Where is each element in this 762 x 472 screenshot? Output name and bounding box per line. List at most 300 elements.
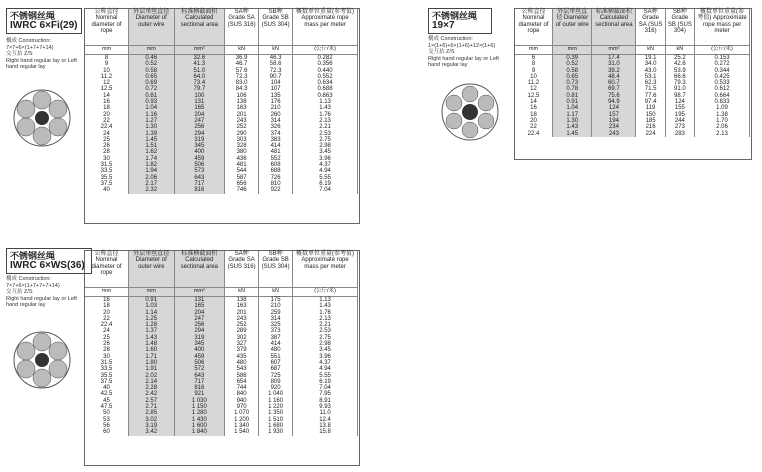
table-cell: 1.43: [553, 124, 592, 130]
table-cell: 62.3: [636, 80, 665, 86]
table-cell: 325: [259, 322, 293, 328]
table-cell: 51.0: [174, 68, 225, 74]
table-cell: 1 040: [259, 391, 293, 397]
table-cell: 259: [259, 310, 293, 316]
table-cell: 1 030: [174, 398, 225, 404]
unit-cell: kN: [259, 46, 293, 55]
table-cell: 1 070: [225, 410, 259, 416]
title-en: IWRC 6×WS(36): [10, 260, 85, 271]
table-cell: 1.09: [695, 105, 750, 111]
table-cell: 11.0: [293, 410, 358, 416]
table-cell: 643: [174, 175, 225, 181]
table-cell: 2.06: [695, 124, 750, 130]
table-cell: 414: [259, 341, 293, 347]
table-cell: 22.4: [515, 131, 553, 137]
unit-cell: mm²: [174, 288, 225, 297]
table-cell: 0.81: [128, 93, 174, 99]
table-cell: 40: [85, 187, 128, 193]
table-cell: 373: [259, 328, 293, 334]
table-cell: 195: [665, 112, 694, 118]
table-cell: 15.8: [293, 429, 358, 435]
product-title: [428, 8, 492, 34]
table-cell: 436: [225, 156, 259, 162]
table-cell: 18: [515, 112, 553, 118]
table-cell: 0.552: [293, 74, 358, 80]
table-cell: 24: [85, 131, 128, 137]
table-cell: 0.73: [553, 80, 592, 86]
table-cell: 459: [174, 354, 225, 360]
table-cell: 79.3: [665, 80, 694, 86]
table-cell: 435: [225, 354, 259, 360]
table-cell: 64.0: [174, 74, 225, 80]
table-cell: 290: [225, 131, 259, 137]
table-cell: 379: [225, 347, 259, 353]
table-cell: 256: [174, 124, 225, 130]
table-cell: 294: [174, 131, 225, 137]
spec-table-1: [85, 9, 358, 194]
table-cell: 150: [636, 112, 665, 118]
table-cell: 22: [85, 118, 128, 124]
table-cell: 480: [259, 347, 293, 353]
table-cell: 22.4: [85, 322, 128, 328]
table-cell: 18: [85, 105, 128, 111]
table-cell: 0.78: [553, 86, 592, 92]
table-cell: 920: [259, 385, 293, 391]
table-row: [85, 429, 358, 435]
table-cell: 1.91: [128, 366, 174, 372]
table-cell: 42.6: [665, 61, 694, 67]
table-cell: 0.863: [293, 93, 358, 99]
table-cell: 0.58: [553, 68, 592, 74]
construction-info: 構成 Construction: 1×(1+6)+6×(1+6)+12×(1+6) 交互拈 Z/S Right hand regular lay or Left hand regular lay: [428, 36, 499, 68]
table-cell: 97.4: [636, 99, 665, 105]
header-row: [85, 9, 358, 46]
table-cell: 11.2: [515, 80, 553, 86]
table-cell: 1.45: [128, 137, 174, 143]
table-cell: 163: [225, 105, 259, 111]
table-cell: 0.634: [293, 80, 358, 86]
unit-cell: mm: [85, 46, 128, 55]
table-cell: 1.43: [128, 335, 174, 341]
table-cell: 1 160: [259, 398, 293, 404]
table-cell: 294: [174, 328, 225, 334]
table-cell: 9.93: [293, 404, 358, 410]
table-cell: 243: [225, 316, 259, 322]
table-cell: 2.17: [128, 181, 174, 187]
col-grade-sb: SB种 Grade SB (SUS 304): [665, 9, 694, 46]
table-cell: 1 280: [174, 410, 225, 416]
table-cell: 201: [225, 310, 259, 316]
table-cell: 22: [515, 124, 553, 130]
table-cell: 135: [259, 93, 293, 99]
table-cell: 31.5: [85, 360, 128, 366]
table-cell: 1 540: [225, 429, 259, 435]
table-cell: 83.0: [225, 80, 259, 86]
table-cell: 2.75: [293, 335, 358, 341]
table-cell: 176: [259, 99, 293, 105]
unit-row: [85, 288, 358, 297]
table-cell: 247: [174, 316, 225, 322]
table-cell: 746: [225, 187, 259, 193]
table-cell: 480: [225, 360, 259, 366]
table-cell: 8: [515, 61, 553, 67]
table-cell: 1 150: [174, 404, 225, 410]
title-en: IWRC 6×Fi(29): [10, 20, 78, 31]
unit-cell: mm²: [592, 46, 636, 55]
table-cell: 0.688: [293, 86, 358, 92]
table-cell: 155: [665, 105, 694, 111]
table-cell: 106: [225, 93, 259, 99]
table-cell: 1.25: [128, 316, 174, 322]
table-cell: 57.6: [225, 68, 259, 74]
table-cell: 0.612: [695, 86, 750, 92]
unit-cell: mm: [128, 288, 174, 297]
col-grade-sa: SA种 Grade SA (SUS 316): [225, 9, 259, 46]
table-cell: 204: [174, 112, 225, 118]
table-cell: 10: [85, 68, 128, 74]
table-cell: 34.0: [636, 61, 665, 67]
table-cell: 185: [636, 118, 665, 124]
table-cell: 5.55: [293, 373, 358, 379]
header-row: [515, 9, 750, 46]
table-cell: 260: [259, 112, 293, 118]
unit-cell: (公斤/米): [695, 46, 750, 55]
table-cell: 543: [225, 366, 259, 372]
table-cell: 687: [259, 366, 293, 372]
table-cell: 32.6: [174, 55, 225, 62]
title-cn: 不锈钢丝绳: [10, 251, 56, 261]
table-cell: 4.94: [293, 366, 358, 372]
unit-cell: kN: [636, 46, 665, 55]
table-cell: 717: [174, 379, 225, 385]
table-cell: 1 930: [259, 429, 293, 435]
table-cell: 1.30: [553, 118, 592, 124]
table-cell: 2.13: [293, 316, 358, 322]
table-cell: 72.3: [259, 68, 293, 74]
table-cell: 60: [85, 429, 128, 435]
table-cell: 39.2: [592, 68, 636, 74]
col-area: 标准横截面积 Calculated sectional area: [174, 9, 225, 46]
table-cell: 303: [225, 137, 259, 143]
table-cell: 8.91: [293, 398, 358, 404]
table-cell: 50: [85, 410, 128, 416]
table-cell: 744: [225, 385, 259, 391]
table-cell: 573: [174, 168, 225, 174]
construction-info: 構成 Construction: 7×7+6×(1+7+7+14) 交互拈 Z/S Right hand regular lay or Left hand regular lay: [6, 38, 77, 70]
table-cell: 0.425: [695, 74, 750, 80]
table-cell: 2.13: [293, 118, 358, 124]
table-cell: 1 510: [259, 417, 293, 423]
table-cell: 157: [592, 112, 636, 118]
table-cell: 922: [259, 187, 293, 193]
table-cell: 204: [174, 310, 225, 316]
table-cell: 3.96: [293, 156, 358, 162]
unit-row: [515, 46, 750, 55]
table-cell: 414: [259, 143, 293, 149]
table-cell: 28: [85, 347, 128, 353]
table-cell: 1.76: [293, 310, 358, 316]
table-cell: 2.71: [128, 404, 174, 410]
table-cell: 35.5: [85, 175, 128, 181]
table-cell: 2.32: [128, 187, 174, 193]
title-cn: 不锈钢丝绳: [10, 11, 56, 21]
table-cell: 33.5: [85, 168, 128, 174]
table-cell: 289: [225, 328, 259, 334]
table-cell: 0.46: [128, 55, 174, 62]
table-cell: 0.69: [128, 80, 174, 86]
table-cell: 12: [515, 86, 553, 92]
table-cell: 7.04: [293, 187, 358, 193]
table-cell: 2.85: [128, 410, 174, 416]
table-cell: 654: [225, 379, 259, 385]
table-cell: 2.13: [695, 131, 750, 137]
table-cell: 327: [225, 341, 259, 347]
table-cell: 1 350: [259, 410, 293, 416]
table-cell: 1 600: [174, 423, 225, 429]
col-grade-sa: SA种 Grade SA (SUS 316): [636, 9, 665, 46]
table-cell: 252: [225, 124, 259, 130]
table-cell: 119: [636, 105, 665, 111]
table-cell: 725: [259, 373, 293, 379]
col-mass: 概数单位重量(参考值) Approximate rope mass per meter: [293, 9, 358, 46]
table-cell: 12: [85, 80, 128, 86]
table-cell: 20: [85, 112, 128, 118]
table-cell: 47.5: [85, 404, 128, 410]
table-cell: 247: [174, 118, 225, 124]
table-cell: 138: [225, 99, 259, 105]
table-cell: 4.94: [293, 168, 358, 174]
table-cell: 46.7: [225, 61, 259, 67]
title-cn: 不锈钢丝绳: [432, 11, 478, 21]
table-cell: 656: [225, 181, 259, 187]
rope-cross-section-icon: [440, 82, 500, 142]
col-area: 标准横截面积 Calculated sectional area: [174, 251, 225, 288]
table-cell: 3.45: [293, 149, 358, 155]
table-cell: 30: [85, 156, 128, 162]
table-cell: 2.57: [128, 398, 174, 404]
table-cell: 319: [174, 335, 225, 341]
table-cell: 41.3: [174, 61, 225, 67]
spec-table-3: [85, 251, 358, 436]
table-cell: 1.03: [128, 303, 174, 309]
table-cell: 0.272: [695, 61, 750, 67]
table-cell: 2.28: [128, 385, 174, 391]
table-cell: 0.52: [553, 61, 592, 67]
table-cell: 31.0: [592, 61, 636, 67]
col-outer-wire: 外层单丝直径 Diameter of outer wire: [553, 9, 592, 46]
table-cell: 816: [174, 187, 225, 193]
header-row: [85, 251, 358, 288]
table-cell: 1.16: [128, 112, 174, 118]
col-mass: 概数单位重量(参考值) Approximate rope mass per meter: [695, 9, 750, 46]
table-cell: 481: [225, 162, 259, 168]
table-cell: 31.5: [85, 162, 128, 168]
table-cell: 345: [174, 341, 225, 347]
table-cell: 1.51: [128, 143, 174, 149]
table-cell: 302: [225, 335, 259, 341]
table-row: [85, 297, 358, 304]
table-cell: 816: [174, 385, 225, 391]
table-cell: 1.80: [128, 360, 174, 366]
table-cell: 400: [174, 149, 225, 155]
unit-cell: mm: [553, 46, 592, 55]
table-cell: 0.91: [128, 297, 174, 304]
table-cell: 20: [85, 310, 128, 316]
table-cell: 374: [259, 131, 293, 137]
table-cell: 48.4: [592, 74, 636, 80]
col-nominal: 公称直径 Nominal diameter of rope: [85, 251, 128, 288]
table-cell: 1.27: [128, 118, 174, 124]
table-cell: 1.43: [293, 105, 358, 111]
table-cell: 104: [259, 80, 293, 86]
col-area: 标准横截面积 Calculated sectional area: [592, 9, 636, 46]
table-cell: 100: [174, 93, 225, 99]
unit-cell: mm²: [174, 46, 225, 55]
unit-cell: kN: [225, 46, 259, 55]
table-row: [515, 131, 750, 137]
table-cell: 33.5: [85, 366, 128, 372]
table-cell: 17.4: [592, 55, 636, 62]
table-cell: 940: [225, 398, 259, 404]
product-title: [6, 248, 92, 274]
table-cell: 0.65: [128, 74, 174, 80]
table-cell: 45: [85, 398, 128, 404]
table-cell: 6.19: [293, 379, 358, 385]
table-cell: 16: [85, 99, 128, 105]
table-cell: 163: [225, 303, 259, 309]
table-cell: 572: [174, 366, 225, 372]
table-cell: 107: [259, 86, 293, 92]
table-cell: 4.37: [293, 162, 358, 168]
table-cell: 0.356: [293, 61, 358, 67]
table-cell: 37.5: [85, 379, 128, 385]
table-cell: 2.42: [128, 391, 174, 397]
table-cell: 243: [592, 131, 636, 137]
table-cell: 30: [85, 354, 128, 360]
table-cell: 319: [174, 137, 225, 143]
table-cell: 6: [515, 55, 553, 62]
table-cell: 13.8: [293, 423, 358, 429]
table-cell: 4.37: [293, 360, 358, 366]
table-cell: 314: [259, 118, 293, 124]
product-title: [6, 8, 82, 34]
table-cell: 19.1: [636, 55, 665, 62]
table-cell: 643: [174, 373, 225, 379]
table-cell: 0.344: [695, 68, 750, 74]
table-cell: 1.39: [128, 131, 174, 137]
table-cell: 10: [515, 74, 553, 80]
table-cell: 234: [592, 124, 636, 130]
table-cell: 506: [174, 360, 225, 366]
table-cell: 84.3: [225, 86, 259, 92]
table-cell: 1.48: [128, 341, 174, 347]
table-cell: 717: [174, 181, 225, 187]
table-cell: 1 200: [225, 417, 259, 423]
unit-cell: mm: [515, 46, 553, 55]
table-cell: 9: [515, 68, 553, 74]
table-cell: 0.81: [553, 93, 592, 99]
rope-cross-section-icon: [12, 330, 72, 390]
table-cell: 12.4: [293, 417, 358, 423]
table-cell: 2.14: [128, 379, 174, 385]
table-cell: 1.13: [293, 99, 358, 105]
table-cell: 1.94: [128, 168, 174, 174]
col-mass: 概数单位重量(参考值) Approximate rope mass per meter: [293, 251, 358, 288]
table-cell: 244: [665, 118, 694, 124]
table-cell: 194: [592, 118, 636, 124]
table-cell: 1.71: [128, 354, 174, 360]
table-cell: 2.75: [293, 137, 358, 143]
table-cell: 1.30: [128, 124, 174, 130]
table-cell: 66.6: [665, 74, 694, 80]
unit-cell: kN: [665, 46, 694, 55]
table-cell: 35.5: [85, 373, 128, 379]
table-cell: 26: [85, 143, 128, 149]
table-cell: 165: [174, 105, 225, 111]
table-cell: 314: [259, 316, 293, 322]
table-cell: 840: [225, 391, 259, 397]
table-cell: 243: [225, 118, 259, 124]
table-cell: 810: [259, 181, 293, 187]
table-cell: 3.19: [128, 423, 174, 429]
table-cell: 2.53: [293, 328, 358, 334]
table-cell: 587: [225, 175, 259, 181]
unit-cell: (公斤/米): [293, 46, 358, 55]
table-cell: 131: [174, 297, 225, 304]
unit-cell: mm: [85, 288, 128, 297]
col-grade-sa: SA种 Grade SA (SUS 316): [225, 251, 259, 288]
table-cell: 124: [592, 105, 636, 111]
table-cell: 0.65: [553, 74, 592, 80]
table-cell: 1 680: [259, 423, 293, 429]
table-cell: 12.5: [515, 93, 553, 99]
table-row: [515, 55, 750, 62]
table-cell: 60.7: [592, 80, 636, 86]
table-cell: 210: [259, 303, 293, 309]
table-cell: 40: [85, 385, 128, 391]
table-cell: 1.04: [128, 105, 174, 111]
table-cell: 252: [225, 322, 259, 328]
table-cell: 91.0: [665, 86, 694, 92]
table-cell: 224: [636, 131, 665, 137]
table-cell: 1.37: [128, 328, 174, 334]
table-row: [85, 55, 358, 62]
table-cell: 53.1: [636, 74, 665, 80]
table-cell: 37.5: [85, 181, 128, 187]
table-cell: 71.5: [636, 86, 665, 92]
col-grade-sb: SB种 Grade SB (SUS 304): [259, 9, 293, 46]
table-cell: 481: [259, 149, 293, 155]
table-cell: 273: [665, 124, 694, 130]
table-cell: 326: [259, 124, 293, 130]
table-cell: 138: [225, 297, 259, 304]
table-cell: 5.55: [293, 175, 358, 181]
table-cell: 552: [259, 156, 293, 162]
table-cell: 28: [85, 149, 128, 155]
table-cell: 2.98: [293, 341, 358, 347]
table-cell: 0.93: [128, 99, 174, 105]
table-cell: 3.45: [293, 347, 358, 353]
table-cell: 2.98: [293, 143, 358, 149]
col-outer-wire: 外层单丝直径 Diameter of outer wire: [128, 9, 174, 46]
table-cell: 345: [174, 143, 225, 149]
table-cell: 77.6: [636, 93, 665, 99]
table-cell: 1.14: [128, 310, 174, 316]
table-cell: 0.72: [128, 86, 174, 92]
table-cell: 1.13: [293, 297, 358, 304]
table-cell: 0.533: [695, 80, 750, 86]
spec-table-2: [515, 9, 750, 137]
